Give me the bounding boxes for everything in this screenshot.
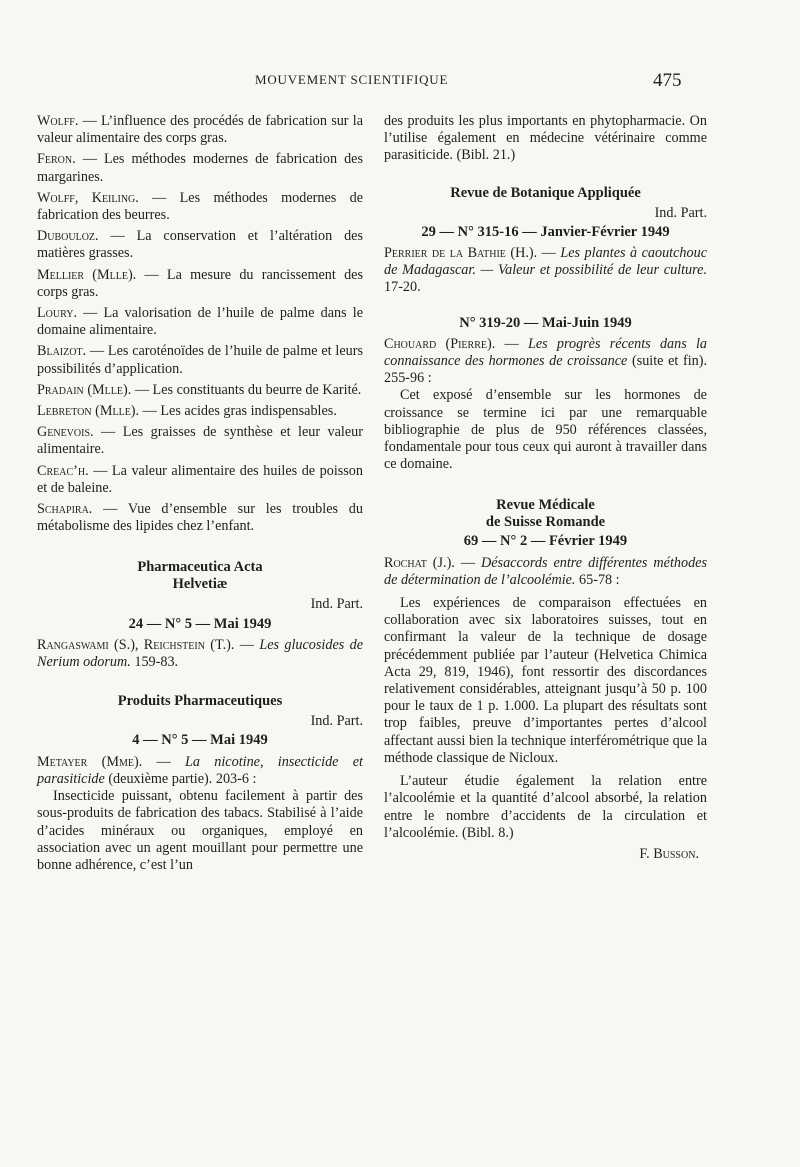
entry-author: Schapira. [37,501,93,518]
entry-dash: — [234,636,260,653]
section-title-line2: Helvetiæ [172,576,228,593]
entry-author: Lebreton (Mlle). [37,403,140,420]
abstract-paragraph: Les expériences de comparaison effectuées en collaboration avec six laboratoires suisses, tout en confirmant la valeur de la technique de dosage précédemment publiée par l’auteur (Helvetica Chimica Acta 29, 819, 1946), font ressortir des discordances relativement considérables, atteignant jusqu’à 50 p. 100 pour le taux de 1 p. 1.000. La plupart des résultats sont trop faibles, preuve d’importantes pertes d’alcool affectant aussi bien la technique interférométrique que la méthode classique de Nicloux. [384,595,707,766]
entry-author: Blaizot. [37,343,87,360]
list-item [37,501,363,535]
citation-entry [384,555,707,589]
entry-title: Les plantes à caoutchouc de Madagascar. — Valeur et possibilité de leur culture. [384,245,707,279]
entry-rest: (suite et fin). 255-96 : [384,353,707,387]
ind-part-label: Ind. Part. [654,204,707,221]
entry-title: Les glucosides de Nerium odorum. [37,636,363,671]
list-item [37,382,363,399]
page-number: 475 [653,70,682,91]
list-item [37,267,363,301]
issue-heading: N° 319-20 — Mai-Juin 1949 [459,314,632,331]
entry-pages: 159-83. [130,654,179,671]
entry-text: — La valorisation de l’huile de palme dans le domaine alimentaire. [37,305,363,339]
entry-dash: — [495,335,528,352]
section-pharmaceutica [37,559,363,671]
entry-author: Rochat (J.). [384,554,455,571]
section-botanique [384,185,707,474]
section-produits [37,693,363,874]
entry-title: Les progrès récents dans la connaissance des hormones de croissance [384,335,708,370]
entry-author: Metayer (Mme). [37,753,143,770]
entry-text: — Les graisses de synthèse et leur valeur alimentaire. [37,424,363,458]
entry-dash: — [537,245,561,262]
ind-part-label: Ind. Part. [310,713,363,730]
citation-entry [384,336,707,388]
entry-author: Rangaswami (S.), Reichstein (T.). [37,636,235,653]
issue-heading: 24 — N° 5 — Mai 1949 [128,615,272,632]
issue-heading: 29 — N° 315-16 — Janvier-Février 1949 [421,223,670,240]
list-item [37,424,363,458]
issue-heading: 69 — N° 2 — Février 1949 [463,533,628,550]
citation-entry [37,754,363,788]
entry-author: Perrier de la Bathie (H.). [384,245,538,262]
entry-text: — Les caroténoïdes de l’huile de palme et leurs possibilités d’application. [37,343,363,377]
entry-text: — La conservation et l’altération des matières grasses. [37,228,363,262]
entry-pages: 65-78 : [575,571,620,588]
section-title-line1: Revue Médicale [496,497,595,514]
list-item [37,113,363,147]
entry-author: Mellier (Mlle). [37,266,137,283]
entry-dash: — [142,753,185,770]
ind-part-label: Ind. Part. [310,596,363,613]
entry-title: Désaccords entre différentes méthodes de détermination de l’alcoolémie. [384,554,707,588]
entry-author: Genevois. [37,424,94,441]
entry-author: Feron. [37,151,76,168]
entry-dash: — [454,554,482,571]
list-item [37,190,363,224]
entry-author: Wolff, Keiling. [37,189,139,206]
entry-author: Creac’h. [37,462,89,479]
citation-entry [37,637,363,671]
left-column [37,113,363,874]
entry-text: — Les méthodes modernes de fabrication des margarines. [37,151,363,185]
section-medicale [384,497,707,863]
section-title: Produits Pharmaceutiques [117,693,283,710]
entry-list [37,113,363,535]
entry-author: Pradain (Mlle). [37,381,132,398]
continuation-paragraph: des produits les plus importants en phytopharmacie. On l’utilise également en médecine vétérinaire comme parasiticide. (Bibl. 21.) [384,113,707,164]
list-item [37,463,363,497]
entry-text: — La valeur alimentaire des huiles de poisson et de baleine. [37,462,363,496]
entry-text: — Les acides gras indispensables. [139,403,337,420]
entry-text: — La mesure du rancissement des corps gras. [37,266,363,300]
section-title-line2: de Suisse Romande [485,514,606,531]
entry-author: Chouard (Pierre). [384,335,496,352]
list-item [37,228,363,262]
entry-pages: 17-20. [384,279,421,296]
list-item [37,343,363,377]
entry-author: Dubouloz. [37,228,99,245]
list-item [37,151,363,185]
entry-rest: (deuxième partie). 203-6 : [104,770,257,787]
entry-author: Wolff. [37,113,79,129]
abstract-paragraph: L’auteur étudie également la relation entre l’alcoolémie et la quantité d’alcool absorbé, la relation entre le nombre d’accidents de la circulation et l’alcoolémie. (Bibl. 8.) [384,773,707,841]
abstract-paragraph: Insecticide puissant, obtenu facilement à partir des sous-produits de fabrication des tabacs. Stabilisé à l’aide d’acides minéraux ou organiques, employé en association avec un agent mouillant pour permettre une bonne adhérence, c’est l’un [37,788,363,873]
issue-heading: 4 — N° 5 — Mai 1949 [132,732,268,749]
list-item [37,403,363,420]
abstract-paragraph: Cet exposé d’ensemble sur les hormones de croissance se termine ici par une remarquable bibliographie de plus de 950 références classées, fondamentale pour tous ceux qui auront à travailler dans ce domaine. [384,387,707,473]
entry-text: — Les méthodes modernes de fabrication des beurres. [37,189,363,224]
entry-text: — Vue d’ensemble sur les troubles du métabolisme des lipides chez l’enfant. [37,501,363,535]
citation-entry [384,245,707,297]
entry-text: — L’influence des procédés de fabrication sur la valeur alimentaire des corps gras. [37,113,363,147]
entry-title: La nicotine, insecticide et parasiticide [37,753,363,787]
entry-author: Loury. [37,305,77,322]
author-signature: F. Busson. [639,845,699,862]
section-title-line1: Pharmaceutica Acta [137,559,263,576]
section-title: Revue de Botanique Appliquée [450,184,641,201]
entry-text: — Les constituants du beurre de Karité. [131,381,362,398]
list-item [37,305,363,339]
right-column [384,113,707,863]
running-head: MOUVEMENT SCIENTIFIQUE [255,72,449,87]
